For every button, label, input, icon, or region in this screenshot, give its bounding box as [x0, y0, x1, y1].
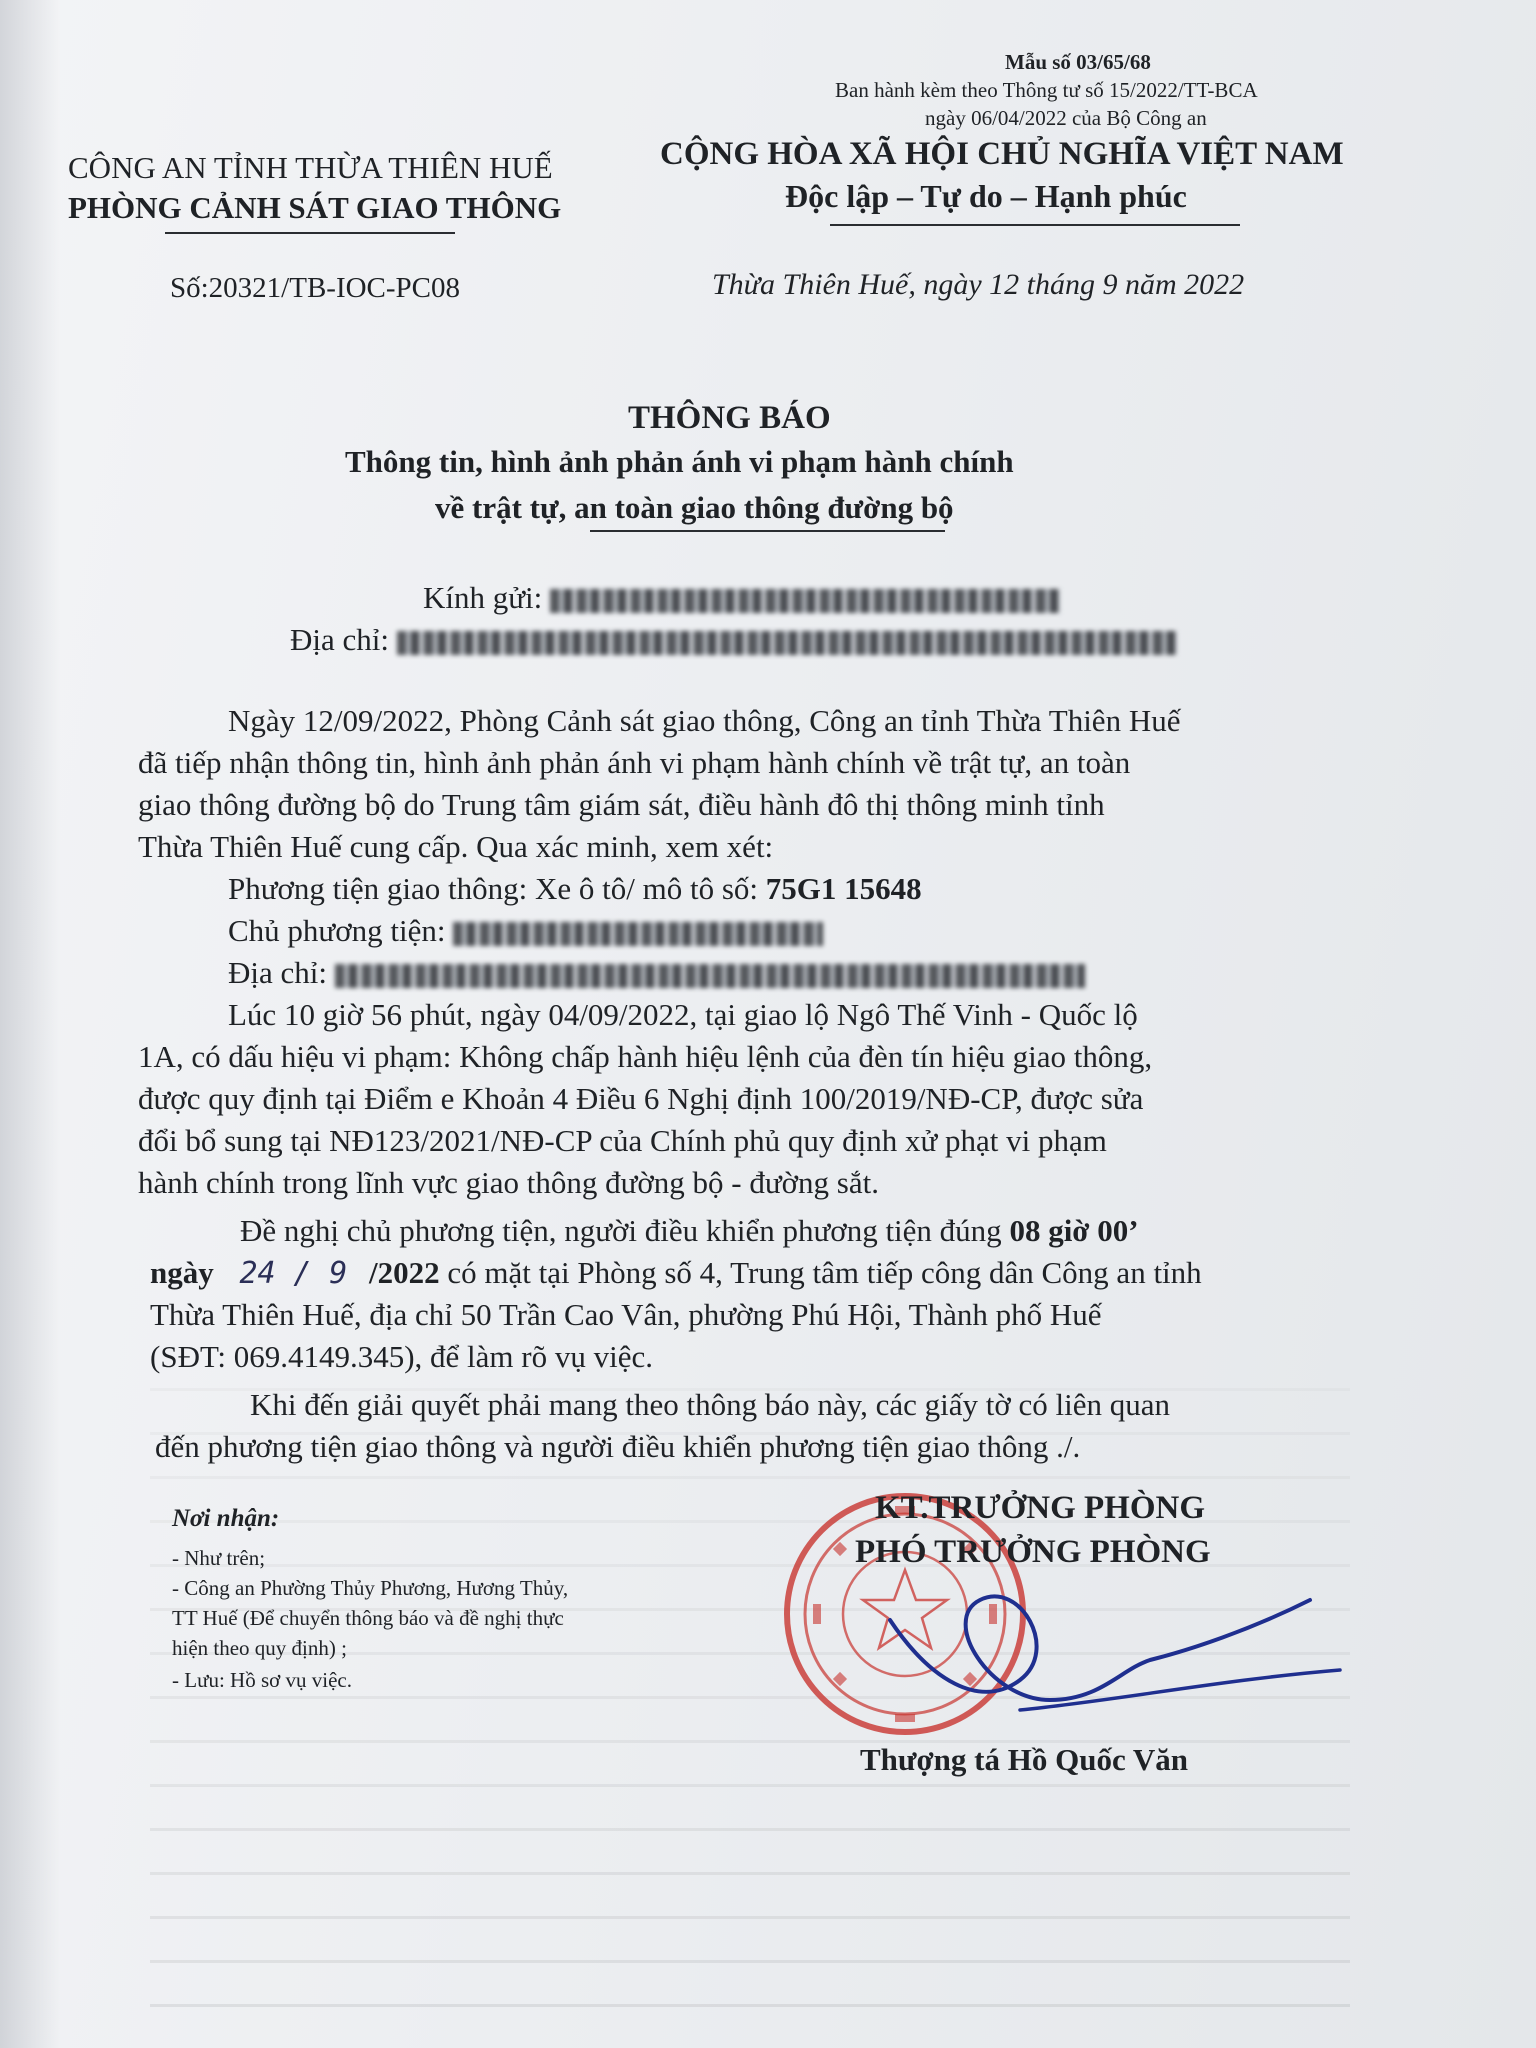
owner-address-line: [228, 952, 1085, 994]
redacted-owner-name: [453, 922, 823, 946]
paragraph-2-line-1: Lúc 10 giờ 56 phút, ngày 04/09/2022, tại giao lộ Ngô Thế Vinh - Quốc lộ: [228, 997, 1138, 1032]
recipients-item-4: hiện theo quy định) ;: [172, 1636, 347, 1660]
recipients-title: Nơi nhận:: [172, 1505, 280, 1532]
paragraph-2-line-4: đổi bổ sung tại NĐ123/2021/NĐ-CP của Chính phủ quy định xử phạt vi phạm: [138, 1123, 1107, 1158]
form-number: Mẫu số 03/65/68: [1005, 50, 1151, 74]
recipient-label: Kính gửi:: [423, 580, 543, 615]
paragraph-3-line-1: [240, 1210, 1139, 1252]
handwritten-separator: /: [293, 1256, 312, 1291]
vehicle-label: Phương tiện giao thông: Xe ô tô/ mô tô số:: [228, 871, 759, 906]
recipient-address-line: [290, 622, 1177, 658]
country-name: CỘNG HÒA XÃ HỘI CHỦ NGHĨA VIỆT NAM: [660, 136, 1344, 172]
national-motto: Độc lập – Tự do – Hạnh phúc: [785, 178, 1187, 214]
signer-name: Thượng tá Hồ Quốc Văn: [860, 1742, 1189, 1777]
paragraph-1-line-4: Thừa Thiên Huế cung cấp. Qua xác minh, xem xét:: [138, 829, 774, 864]
handwritten-month: 9: [329, 1256, 348, 1291]
page-shadow: [0, 0, 60, 2048]
paragraph-1-line-2: đã tiếp nhận thông tin, hình ảnh phản ánh vi phạm hành chính về trật tự, an toàn: [138, 745, 1131, 780]
appointment-location: có mặt tại Phòng số 4, Trung tâm tiếp công dân Công an tỉnh: [447, 1255, 1202, 1290]
signature-title-line-2: PHÓ TRƯỞNG PHÒNG: [855, 1534, 1211, 1570]
appointment-request: Đề nghị chủ phương tiện, người điều khiển phương tiện đúng: [240, 1213, 1002, 1248]
paragraph-2-line-3: được quy định tại Điểm e Khoản 4 Điều 6 Nghị định 100/2019/NĐ-CP, được sửa: [138, 1081, 1144, 1116]
recipients-item-2: - Công an Phường Thủy Phương, Hương Thủy,: [172, 1576, 569, 1600]
document-subtitle-2: về trật tự, an toàn giao thông đường bộ: [435, 490, 954, 525]
paragraph-3-line-3: Thừa Thiên Huế, địa chỉ 50 Trần Cao Vân, phường Phú Hội, Thành phố Huế: [150, 1297, 1102, 1332]
recipient-line: [423, 580, 1060, 616]
redacted-recipient-address: [397, 631, 1177, 655]
paragraph-1-line-3: giao thông đường bộ do Trung tâm giám sát, điều hành đô thị thông minh tỉnh: [138, 787, 1105, 822]
form-circular-line: Ban hành kèm theo Thông tư số 15/2022/TT-BCA: [835, 78, 1258, 102]
agency-underline: [165, 232, 455, 234]
paragraph-3-line-2: [150, 1252, 1202, 1295]
paragraph-1-line-1: Ngày 12/09/2022, Phòng Cảnh sát giao thông, Công an tỉnh Thừa Thiên Huế: [228, 703, 1181, 738]
appointment-time: 08 giờ 00’: [1009, 1213, 1139, 1248]
owner-address-label: Địa chỉ:: [228, 955, 327, 990]
appointment-year: /2022: [369, 1255, 440, 1290]
place-date: Thừa Thiên Huế, ngày 12 tháng 9 năm 2022: [712, 268, 1245, 301]
recipients-item-1: - Như trên;: [172, 1546, 266, 1570]
paragraph-4-line-2: đến phương tiện giao thông và người điều khiển phương tiện giao thông ./.: [155, 1429, 1081, 1464]
paragraph-4-line-1: Khi đến giải quyết phải mang theo thông báo này, các giấy tờ có liên quan: [250, 1387, 1171, 1422]
appointment-day-label: ngày: [150, 1255, 214, 1290]
paragraph-3-line-4: (SĐT: 069.4149.345), để làm rõ vụ việc.: [150, 1339, 653, 1374]
vehicle-plate: 75G1 15648: [765, 871, 922, 906]
document-number: Số:20321/TB-IOC-PC08: [170, 272, 461, 304]
issuing-agency: CÔNG AN TỈNH THỪA THIÊN HUẾ: [68, 150, 553, 185]
motto-underline: [830, 224, 1240, 226]
owner-label: Chủ phương tiện:: [228, 913, 446, 948]
handwritten-day: 24: [239, 1256, 276, 1291]
signature-title-line-1: KT.TRƯỞNG PHÒNG: [875, 1490, 1205, 1526]
owner-line: [228, 910, 823, 952]
vehicle-line: [228, 868, 922, 910]
recipient-address-label: Địa chỉ:: [290, 622, 389, 657]
paragraph-2-line-2: 1A, có dấu hiệu vi phạm: Không chấp hành hiệu lệnh của đèn tín hiệu giao thông,: [138, 1039, 1153, 1074]
form-date-line: ngày 06/04/2022 của Bộ Công an: [925, 106, 1207, 130]
recipients-item-3: TT Huế (Để chuyển thông báo và đề nghị thực: [172, 1606, 564, 1630]
document-title: THÔNG BÁO: [628, 400, 831, 436]
issuing-department: PHÒNG CẢNH SÁT GIAO THÔNG: [68, 190, 562, 225]
document-subtitle-1: Thông tin, hình ảnh phản ánh vi phạm hành chính: [345, 444, 1014, 479]
recipients-item-5: - Lưu: Hồ sơ vụ việc.: [172, 1668, 352, 1692]
redacted-recipient-name: [550, 589, 1060, 613]
subtitle-underline: [590, 530, 945, 532]
redacted-owner-address: [335, 964, 1085, 988]
paragraph-2-line-5: hành chính trong lĩnh vực giao thông đường bộ - đường sắt.: [138, 1165, 879, 1200]
handwritten-signature-icon: [870, 1560, 1350, 1730]
